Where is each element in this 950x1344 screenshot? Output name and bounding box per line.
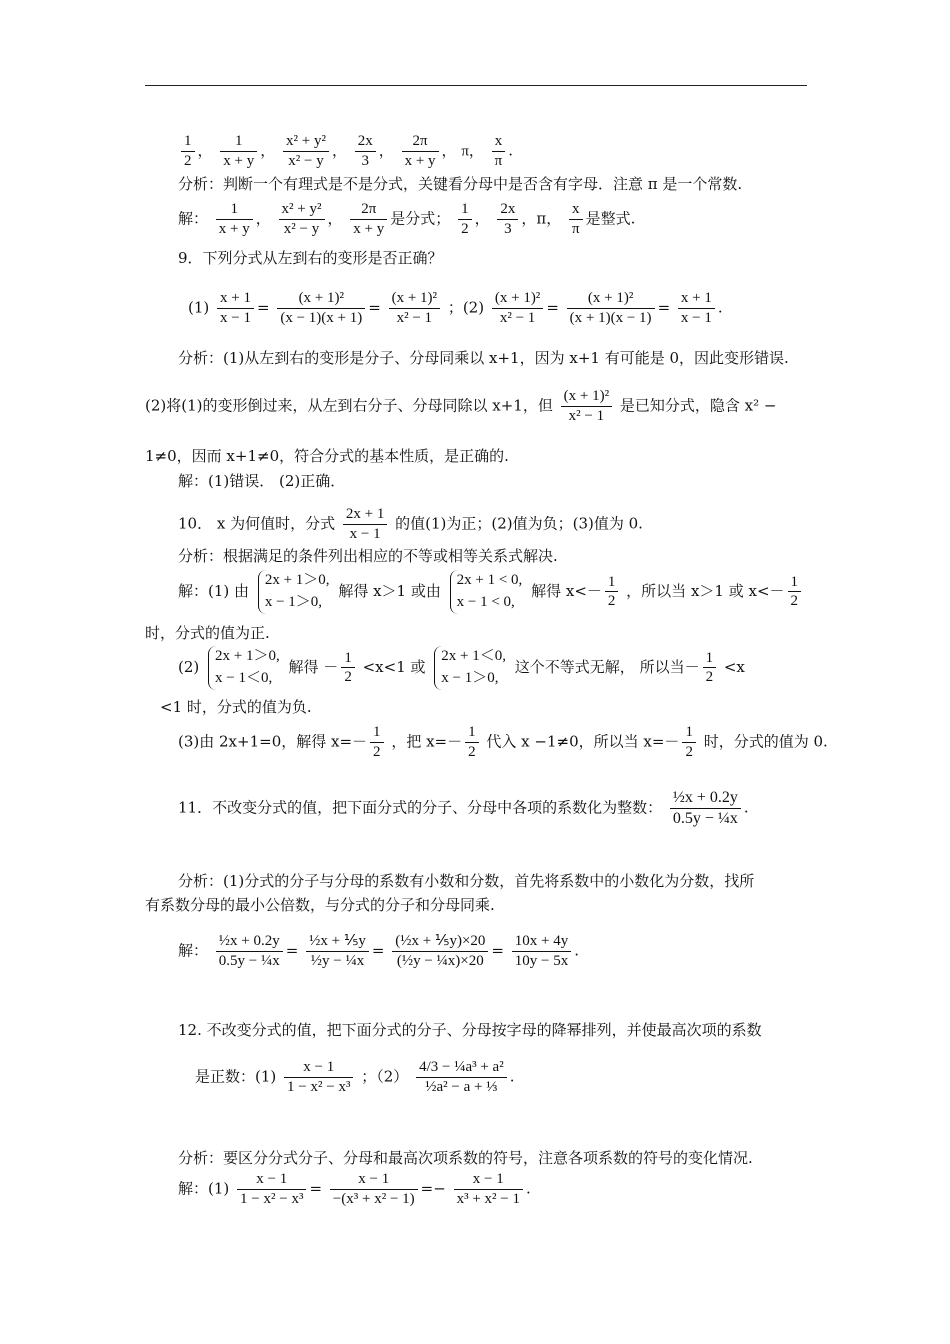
analysis-11b: 有系数分母的最小公倍数，与分式的分子和分母同乘. xyxy=(145,896,495,914)
solution-12: 解：(1) $\frac{x - 1}{\text{1 − x² − x³}}$ = $\frac{x - 1}{\text{−(x³ + x² − 1)}}$ =− $\frac{x - 1}{\text{x³ + x² − 1}}$ . xyxy=(178,1171,531,1207)
solution-10-2: (2) 2x + 1＞0, x − 1＜0, 解得 － $\frac{1}{2}$ <x<1 或 2x + 1＜0, x − 1＞0, 这个不等式无解， 所以当－ $\frac{1}{2}$ <x xyxy=(178,646,807,690)
fraction: $\frac{\text{x² + y²}}{\text{x² − y}}$ xyxy=(283,132,329,171)
expression-list: $\frac{1}{2}$ ， $\frac{1}{x + y}$ ， $\frac{\text{x² + y²}}{\text{x² − y}}$ ， $\frac{2x}{3}$ ， $\frac{2\pi}{x + y}$ ， π， $\frac{x}{\pi}$ . xyxy=(178,132,807,171)
solution-10-3: (3)由 2x+1=0，解得 x=－ $\frac{1}{2}$ ，把 x=－ $\frac{1}{2}$ 代入 x −1≠0，所以当 x=－ $\frac{1}{2}$ 时，分式的值为 0. xyxy=(178,724,828,760)
solution-11: 解： $\frac{\text{½x + 0.2y}}{\text{0.5y − ¼x}}$ = $\frac{\text{½x + ⅕y}}{\text{½y − ¼x}}$ = $\frac{\text{(½x + ⅕y)×20}}{\text{(½y − ¼x)×20}}$ = $\frac{10x + 4y}{10y - 5x}$ . xyxy=(178,933,579,969)
analysis-10: 分析：根据满足的条件列出相应的不等或相等关系式解决. xyxy=(178,547,558,565)
question-12b: 是正数：(1) $\frac{x - 1}{\text{1 − x² − x³}}$ ；（2） $\frac{\text{4/3 − ¼a³ + a²}}{\text{½a² − a + ⅓}}$ . xyxy=(195,1059,515,1095)
header-rule xyxy=(145,85,807,86)
analysis-12: 分析：要区分分式分子、分母和最高次项系数的符号，注意各项系数的符号的变化情况. xyxy=(178,1149,753,1167)
solution-8: 解： $\frac{1}{x + y}$ ， $\frac{\text{x² + y²}}{\text{x² − y}}$ ， $\frac{2\pi}{x + y}$ 是分式； $\frac{1}{2}$ ， $\frac{2x}{3}$ ，π， $\frac{x}{\pi}$ 是整式. xyxy=(178,201,636,237)
question-10: 10． x 为何值时，分式 $\frac{2x + 1}{x - 1}$ 的值(1)为正；(2)值为负；(3)值为 0. xyxy=(178,506,643,542)
question-9: 9．下列分式从左到右的变形是否正确？ xyxy=(178,249,443,267)
fraction: $\frac{x}{\pi}$ xyxy=(492,132,506,171)
analysis-9a: 分析：(1)从左到右的变形是分子、分母同乘以 x+1，因为 x+1 有可能是 0，因此变形错误. xyxy=(178,349,789,367)
solution-10-1-end: 时，分式的值为正. xyxy=(145,624,270,642)
question-9-formulas: (1) $\frac{x + 1}{x - 1}$ = $\frac{\text{(x + 1)²}}{(x - 1)(x + 1)}$ = $\frac{\text{(x + 1)²}}{\text{x² − 1}}$ ；(2) $\frac{\text{(x + 1)²}}{\text{x² − 1}}$ = $\frac{\text{(x + 1)²}}{(x + 1)(x - 1)}$ = $\frac{x + 1}{x - 1}$ . xyxy=(188,290,723,326)
solution-9: 解：(1)错误． (2)正确． xyxy=(178,472,346,490)
analysis-8: 分析：判断一个有理式是不是分式，关键看分母中是否含有字母．注意 π 是一个常数. xyxy=(178,175,743,193)
question-12a: 12. 不改变分式的值，把下面分式的分子、分母按字母的降幂排列，并使最高次项的系数 xyxy=(178,1021,762,1039)
solution-10-2-end: <1 时，分式的值为负. xyxy=(160,698,312,716)
fraction: $\frac{2\pi}{x + y}$ xyxy=(402,132,439,171)
question-11: 11．不改变分式的值，把下面分式的分子、分母中各项的系数化为整数： $\frac{\text{½x + 0.2y}}{\text{0.5y − ¼x}}$ . xyxy=(178,789,749,827)
fraction: $\frac{2x}{3}$ xyxy=(355,132,376,171)
analysis-11a: 分析：(1)分式的分子与分母的系数有小数和分数，首先将系数中的小数化为分数，找所 xyxy=(178,872,755,890)
solution-10-1: 解：(1) 由 2x + 1＞0, x − 1＞0, 解得 x＞1 或由 2x + 1 < 0, x − 1 < 0, 解得 x<－ $\frac{1}{2}$ ，所以当 x＞1 或 x<－ $\frac{1}{2}$ xyxy=(178,570,807,614)
fraction: $\frac{1}{x + y}$ xyxy=(220,132,257,171)
fraction: $\frac{1}{2}$ xyxy=(181,132,195,171)
analysis-9c: 1≠0，因而 x+1≠0，符合分式的基本性质，是正确的. xyxy=(145,447,509,465)
analysis-9b: (2)将(1)的变形倒过来，从左到右分子、分母同除以 x+1，但 $\frac{\text{(x + 1)²}}{\text{x² − 1}}$ 是已知分式，隐含 x² − xyxy=(145,388,777,424)
